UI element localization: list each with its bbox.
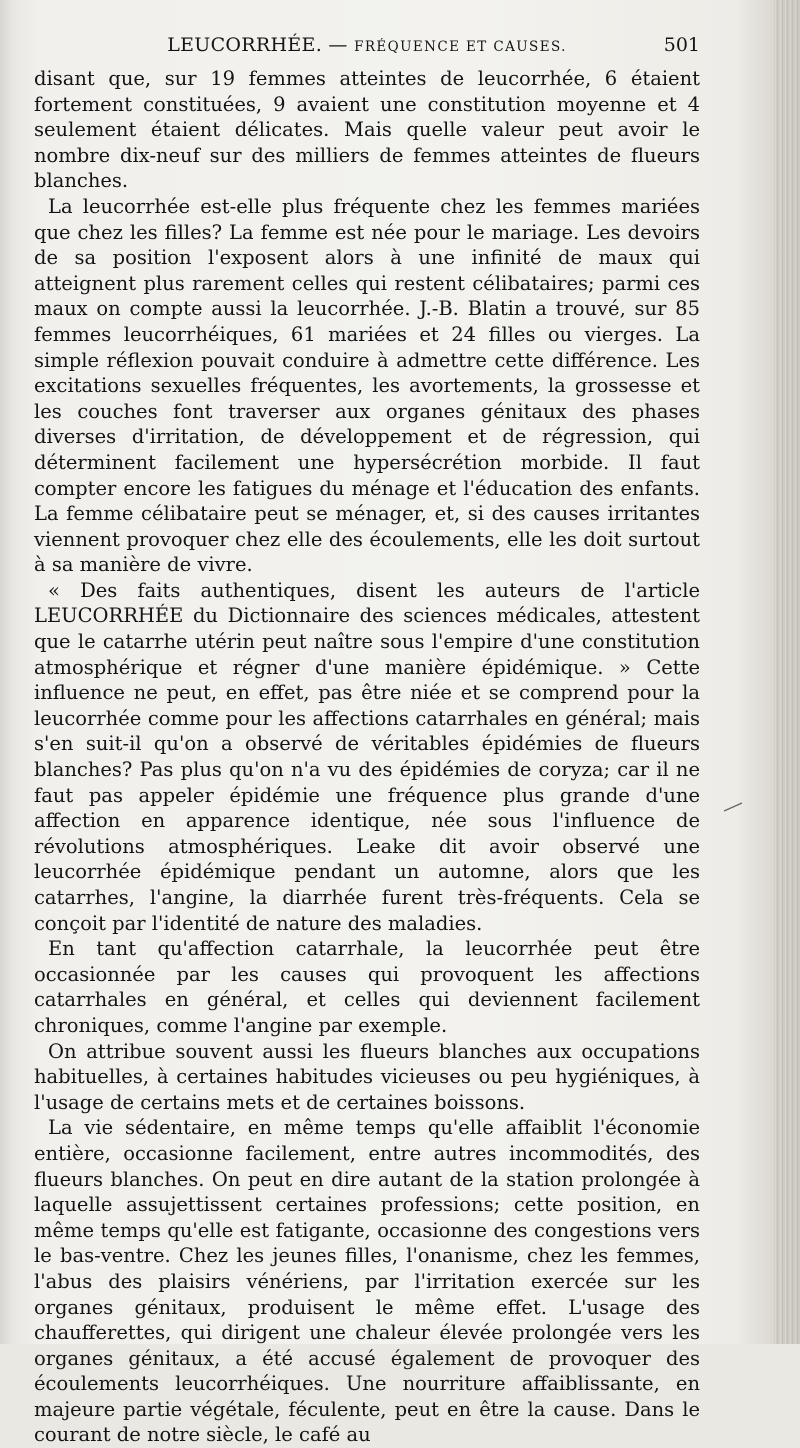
paragraph-1: disant que, sur 19 femmes atteintes de leucorrhée, 6 étaient fortement constituées, 9 avaient une constitution moyenne et 4 seulement étaient délicates. Mais quelle valeur peut avoir le nombre dix-neuf sur des milliers de femmes atteintes de flueurs blanches. bbox=[34, 67, 700, 193]
running-header bbox=[34, 34, 700, 60]
page-edge bbox=[774, 0, 800, 1344]
paragraph-4: En tant qu'affection catarrhale, la leucorrhée peut être occasionnée par les causes qui provoquent les affections catarrhales en général, et celles qui deviennent facilement chroniques, comme l'angine par exemple. bbox=[34, 937, 700, 1037]
margin-pencil-mark bbox=[722, 800, 744, 814]
paragraph-3: « Des faits authentiques, disent les auteurs de l'article LEUCORRHÉE du Dictionnaire des sciences médicales, attestent que le catarrhe utérin peut naître sous l'empire d'une constitution atmosphérique et régner d'une manière épidémique. » Cette influence ne peut, en effet, pas être niée et se comprend pour la leucorrhée comme pour les affections catarrhales en général; mais s'en suit-il qu'on a observé de véritables épidémies de flueurs blanches? Pas plus qu'on n'a vu des épidémies de coryza; car il ne faut pas appeler épidémie une fréquence plus grande d'une affection en apparence identique, née sous l'influence de révolutions atmosphériques. Leake dit avoir observé une leucorrhée épidémique pendant un automne, alors que les catarrhes, l'angine, la diarrhée furent très-fréquents. Cela se conçoit par l'identité de nature des maladies. bbox=[34, 578, 700, 935]
paragraph-6: La vie sédentaire, en même temps qu'elle affaiblit l'économie entière, occasionne facilement, entre autres incommodités, des flueurs blanches. On peut en dire autant de la station prolongée à laquelle assujettissent certaines professions; cette position, en même temps qu'elle est fatigante, occasionne des congestions vers le bas-ventre. Chez les jeunes filles, l'onanisme, chez les femmes, l'abus des plaisirs vénériens, par l'irritation exercée sur les organes génitaux, produisent le même effet. L'usage des chaufferettes, qui dirigent une chaleur élevée prolongée vers les organes génitaux, a été accusé également de provoquer des écoulements leucorrhéiques. Une nourriture affaiblissante, en majeure partie végétale, féculente, peut en être la cause. Dans le courant de notre siècle, le café au bbox=[34, 1116, 700, 1447]
running-title-main: LEUCORRHÉE. bbox=[167, 34, 323, 56]
running-title bbox=[34, 34, 700, 56]
page-number: 501 bbox=[663, 34, 700, 56]
paragraph-2: La leucorrhée est-elle plus fréquente chez les femmes mariées que chez les filles? La femme est née pour le mariage. Les devoirs de sa position l'exposent alors à une infinité de maux qui atteignent plus rarement celles qui restent célibataires; parmi ces maux on compte aussi la leucorrhée. J.-B. Blatin a trouvé, sur 85 femmes leucorrhéiques, 61 mariées et 24 filles ou vierges. La simple réflexion pouvait conduire à admettre cette différence. Les excitations sexuelles fréquentes, les avortements, la grossesse et les couches font traverser aux organes génitaux des phases diverses d'irritation, de développement et de régression, qui déterminent facilement une hypersécrétion morbide. Il faut compter encore les fatigues du ménage et l'éducation des enfants. La femme célibataire peut se ménager, et, si des causes irritantes viennent provoquer chez elle des écoulements, elle les doit surtout à sa manière de vivre. bbox=[34, 194, 700, 577]
running-title-sub: FRÉQUENCE ET CAUSES. bbox=[354, 39, 567, 55]
body-text bbox=[34, 66, 700, 1448]
running-title-separator: — bbox=[328, 34, 348, 56]
paragraph-5: On attribue souvent aussi les flueurs blanches aux occupations habituelles, à certaines habitudes vicieuses ou peu hygiéniques, à l'usage de certains mets et de certaines boissons. bbox=[34, 1039, 700, 1114]
